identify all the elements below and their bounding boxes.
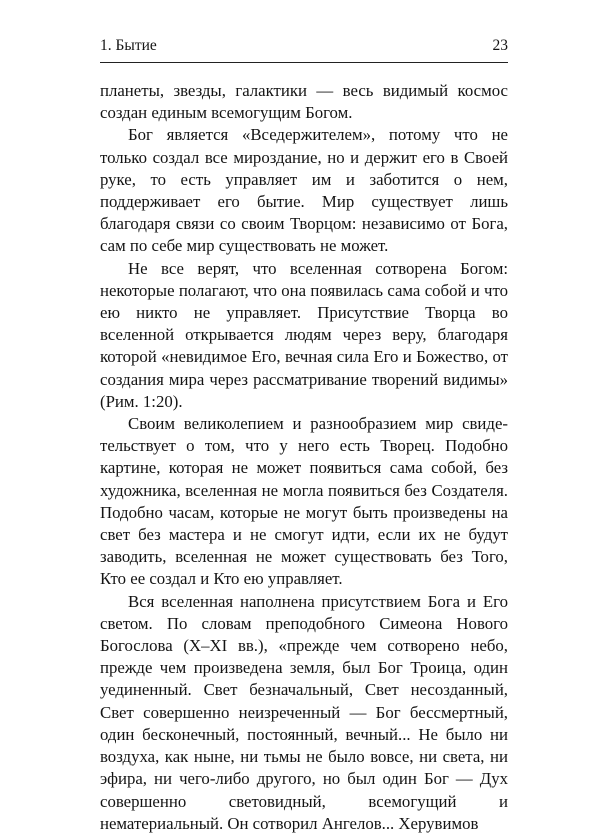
paragraph: Вся вселенная наполнена присутствием Бога и Его светом. По словам преподобного Симеона Нового Богослова (X–XI вв.), «прежде чем сотворено небо, прежде чем произведена земля, был Бог Троица, один уединенный. Свет безначальный, Свет несозданный, Свет совершенно неизреченный — Бог бессмертный, один бесконечный, постоянный, вечный... Не было ни воздуха, как ныне, ни тьмы не было вовсе, ни света, ни эфира, ни чего-либо другого, но был один Бог — Дух совершенно световидный, всемогущий и нематериальный. Он сотворил Ангелов... Херувимов [100,591,508,833]
paragraph: Своим великолепием и разнообразием мир свидетельствует о том, что у него есть Творец. Подобно картине, которая не может появиться сама собой, без художника, вселенная не могла появиться без Создателя. Подобно часам, которые не могут быть произведены на свет без мастера и не смогут идти, если их не будут заводить, вселенная не может существовать без Того, Кто ее создал и Кто ею управляет. [100,414,508,589]
header-divider [100,62,508,63]
page-number: 23 [492,37,508,54]
chapter-title: 1. Бытие [100,37,157,54]
paragraph-continued: планеты, звезды, галактики — весь видимый космос создан единым всемогущим Богом. [100,81,508,123]
body-text [100,80,508,835]
paragraph: Бог является «Вседержителем», потому что не только создал все мироздание, но и держит его в Своей руке, то есть управляет им и заботится о нем, поддерживает его бытие. Мир существует лишь благодаря связи со своим Творцом: независимо от Бога, сам по себе мир существовать не может. [100,125,508,256]
running-head [100,36,508,56]
paragraph: Не все верят, что вселенная сотворена Богом: некоторые полагают, что она появилась сама собой и что ею никто не управляет. Присутствие Творца во вселенной открывается людям через веру, благодаря которой «невидимое Его, вечная сила Его и Божество, от создания мира через рассматривание творений видимы» (Рим. 1:20). [100,258,508,411]
